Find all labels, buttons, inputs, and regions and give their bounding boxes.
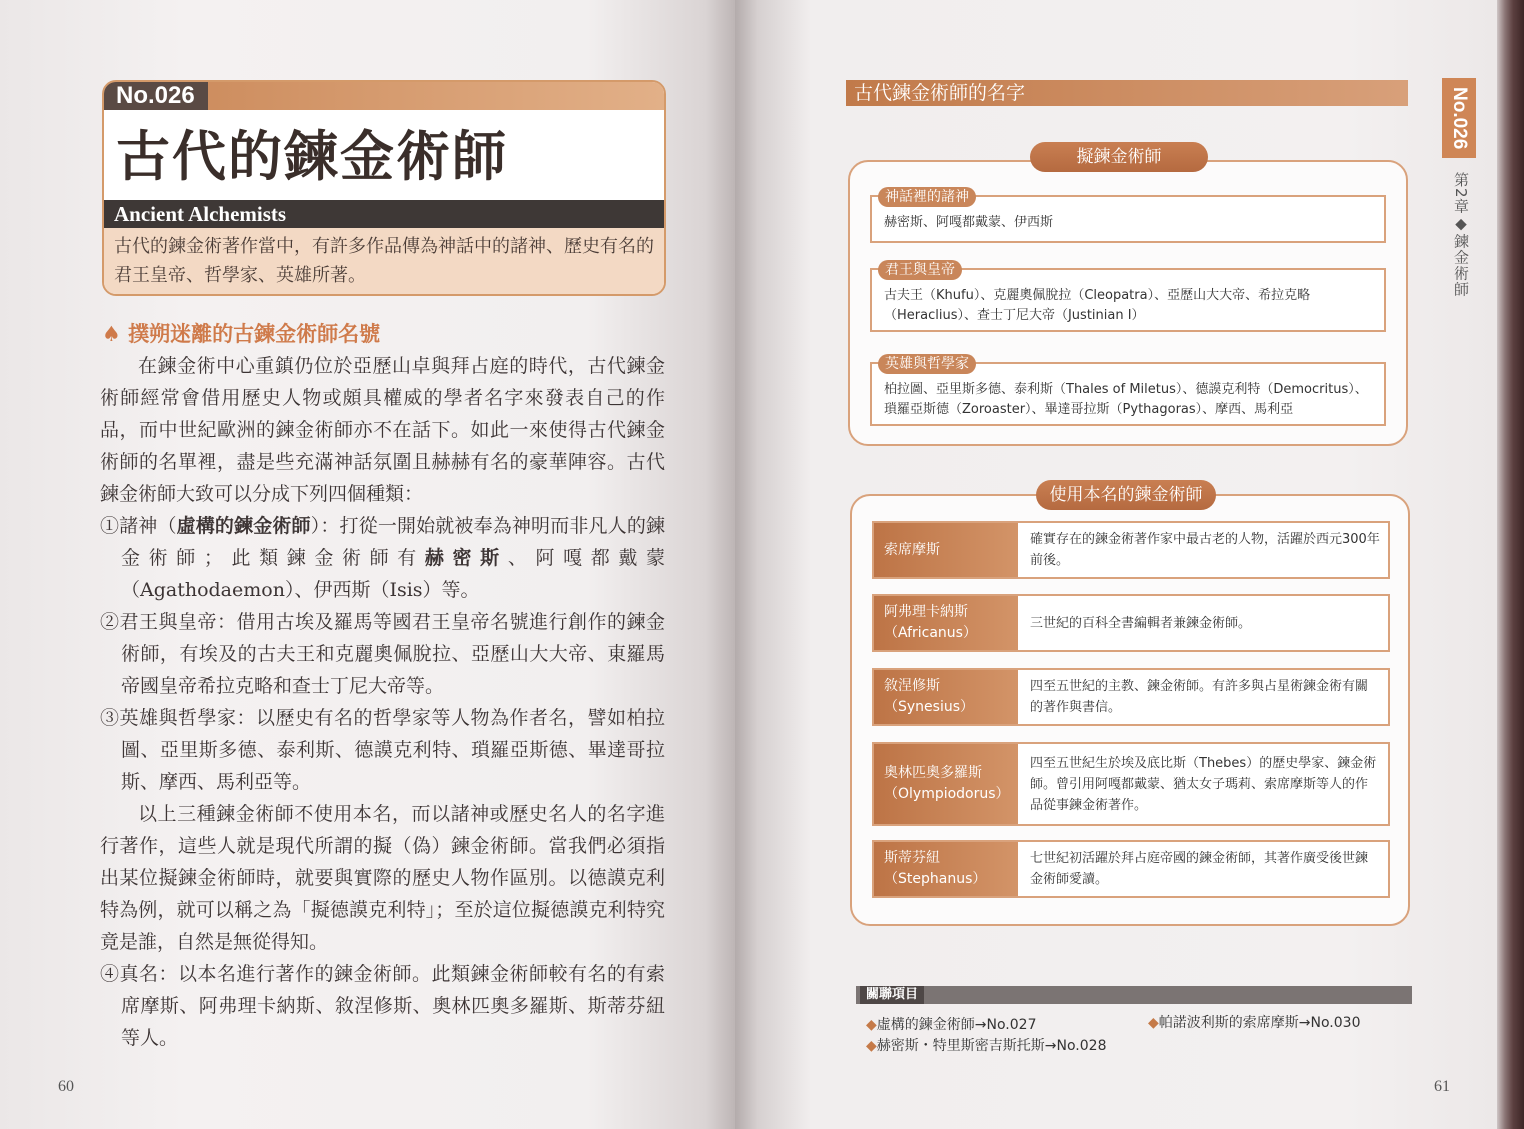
related-link-fictional[interactable]: ◆虛構的鍊金術師→No.027 bbox=[866, 1017, 1037, 1033]
entry-number: No.026 bbox=[104, 82, 208, 110]
side-tab-number: No.026 bbox=[1442, 78, 1476, 158]
list-item-real-names: ④真名：以本名進行著作的鍊金術師。此類鍊金術師較有名的有索席摩斯、阿弗理卡納斯、敘涅修斯、奧林匹奧多羅斯、斯蒂芬紐等人。 bbox=[100, 963, 665, 1049]
person-row: 阿弗理卡納斯 （Africanus） 三世紀的百科全書編輯者兼鍊金術師。 bbox=[872, 594, 1390, 652]
related-items-bar bbox=[856, 986, 1412, 1004]
category-box-kings: 古夫王（Khufu）、克麗奧佩脫拉（Cleopatra）、亞歷山大大帝、希拉克略（Heraclius）、查士丁尼大帝（Justinian Ⅰ） bbox=[870, 268, 1386, 332]
term-fictional-alchemist: 虛構的鍊金術師 bbox=[176, 515, 311, 537]
person-description: 七世紀初活躍於拜占庭帝國的鍊金術師，其著作廣受後世鍊金術師愛讀。 bbox=[1030, 851, 1369, 887]
person-name: 索席摩斯 bbox=[884, 541, 940, 558]
page-title: 古代的鍊金術師 bbox=[116, 125, 508, 188]
category-label-heroes: 英雄與哲學家 bbox=[878, 354, 976, 374]
english-title: Ancient Alchemists bbox=[104, 200, 664, 228]
category-label-kings: 君王與皇帝 bbox=[878, 260, 962, 280]
left-page bbox=[0, 0, 735, 1129]
category-box-heroes: 柏拉圖、亞里斯多德、泰利斯（Thales of Miletus）、德謨克利特（Democritus）、瑣羅亞斯德（Zoroaster）、畢達哥拉斯（Pythagoras）、摩西、馬利亞 bbox=[870, 362, 1386, 426]
category-box-gods: 赫密斯、阿嘎都戴蒙、伊西斯 bbox=[870, 195, 1386, 243]
list-item-kings: ②君王與皇帝：借用古埃及羅馬等國君王皇帝名號進行創作的鍊金術師，有埃及的古夫王和克麗奧佩脫拉、亞歷山大大帝、東羅馬帝國皇帝希拉克略和查士丁尼大帝等。 bbox=[100, 611, 665, 697]
side-chapter-label: 第2章◆鍊金術師 bbox=[1452, 172, 1470, 298]
person-name: 斯蒂芬紐 bbox=[884, 850, 940, 866]
book-edge bbox=[1497, 0, 1524, 1129]
person-description: 四至五世紀的主教、鍊金術師。有許多與占星術鍊金術有關的著作與書信。 bbox=[1030, 679, 1369, 715]
related-link-hermes[interactable]: ◆赫密斯・特里斯密吉斯托斯→No.028 bbox=[866, 1038, 1107, 1054]
person-description: 確實存在的鍊金術著作家中最古老的人物，活躍於西元300年前後。 bbox=[1030, 532, 1380, 568]
person-row: 敘涅修斯 （Synesius） 四至五世紀的主教、鍊金術師。有許多與占星術鍊金術有關的著作與書信。 bbox=[872, 668, 1390, 726]
paragraph-pseudo: 以上三種鍊金術師不使用本名，而以諸神或歷史名人的名字進行著作，這些人就是現代所謂的擬（偽）鍊金術師。當我們必須指出某位擬鍊金術師時，就要與實際的歷史人物作區別。以德謨克利特為例，就可以稱之為「擬德謨克利特」；至於這位擬德謨克利特究竟是誰，自然是無從得知。 bbox=[100, 803, 665, 953]
page-number-right: 61 bbox=[1434, 1078, 1450, 1095]
section-heading: ♠ 撲朔迷離的古鍊金術師名號 bbox=[102, 322, 381, 346]
real-name-title: 使用本名的鍊金術師 bbox=[1036, 480, 1216, 510]
diamond-icon: ◆ bbox=[866, 1038, 877, 1054]
person-row: 奧林匹奧多羅斯 （Olympiodorus） 四至五世紀生於埃及底比斯（Thebes）的歷史學家、鍊金術師。曾引用阿嘎都戴蒙、猶太女子瑪莉、索席摩斯等人的作品從事鍊金術著作。 bbox=[872, 742, 1390, 826]
pseudo-alchemist-title: 擬鍊金術師 bbox=[1030, 142, 1208, 172]
person-description: 四至五世紀生於埃及底比斯（Thebes）的歷史學家、鍊金術師。曾引用阿嘎都戴蒙、猶太女子瑪莉、索席摩斯等人的作品從事鍊金術著作。 bbox=[1030, 755, 1377, 813]
body-text bbox=[100, 350, 665, 1054]
person-description: 三世紀的百科全書編輯者兼鍊金術師。 bbox=[1030, 615, 1252, 631]
diagram-header: 古代鍊金術師的名字 bbox=[846, 80, 1408, 106]
diamond-icon: ◆ bbox=[866, 1017, 877, 1033]
person-row: 斯蒂芬紐 （Stephanus） 七世紀初活躍於拜占庭帝國的鍊金術師，其著作廣受後世鍊金術師愛讀。 bbox=[872, 840, 1390, 898]
diamond-icon: ◆ bbox=[1148, 1015, 1159, 1031]
person-name: 阿弗理卡納斯 bbox=[884, 604, 968, 620]
paragraph-intro: 在鍊金術中心重鎮仍位於亞歷山卓與拜占庭的時代，古代鍊金術師經常會借用歷史人物或頗具權威的學者名字來發表自己的作品，而中世紀歐洲的鍊金術師亦不在話下。如此一來使得古代鍊金術師的名單裡，盡是些充滿神話氛圍且赫赫有名的豪華陣容。古代鍊金術師大致可以分成下列四個種類： bbox=[100, 355, 665, 505]
list-item-heroes: ③英雄與哲學家：以歷史有名的哲學家等人物為作者名，譬如柏拉圖、亞里斯多德、泰利斯、德謨克利特、瑣羅亞斯德、畢達哥拉斯、摩西、馬利亞等。 bbox=[100, 707, 665, 793]
person-name: 奧林匹奧多羅斯 bbox=[884, 765, 982, 781]
summary-text: 古代的鍊金術著作當中，有許多作品傳為神話中的諸神、歷史有名的君王皇帝、哲學家、英雄所著。 bbox=[104, 228, 664, 294]
related-link-zosimos[interactable]: ◆帕諾波利斯的索席摩斯→No.030 bbox=[1148, 1015, 1361, 1031]
list-item-gods: ①諸神（虛構的鍊金術師）：打從一開始就被奉為神明而非凡人的鍊金術師；此類鍊金術師有赫密斯、阿嘎都戴蒙（Agathodaemon）、伊西斯（Isis）等。 bbox=[100, 515, 665, 601]
page-number-left: 60 bbox=[58, 1078, 74, 1095]
person-name: 敘涅修斯 bbox=[884, 678, 940, 694]
entry-title-box bbox=[102, 80, 666, 296]
category-label-gods: 神話裡的諸神 bbox=[878, 187, 976, 207]
related-items-label: 關聯項目 bbox=[860, 986, 924, 1004]
person-row bbox=[872, 521, 1390, 579]
term-hermes: 赫密斯 bbox=[424, 547, 508, 569]
